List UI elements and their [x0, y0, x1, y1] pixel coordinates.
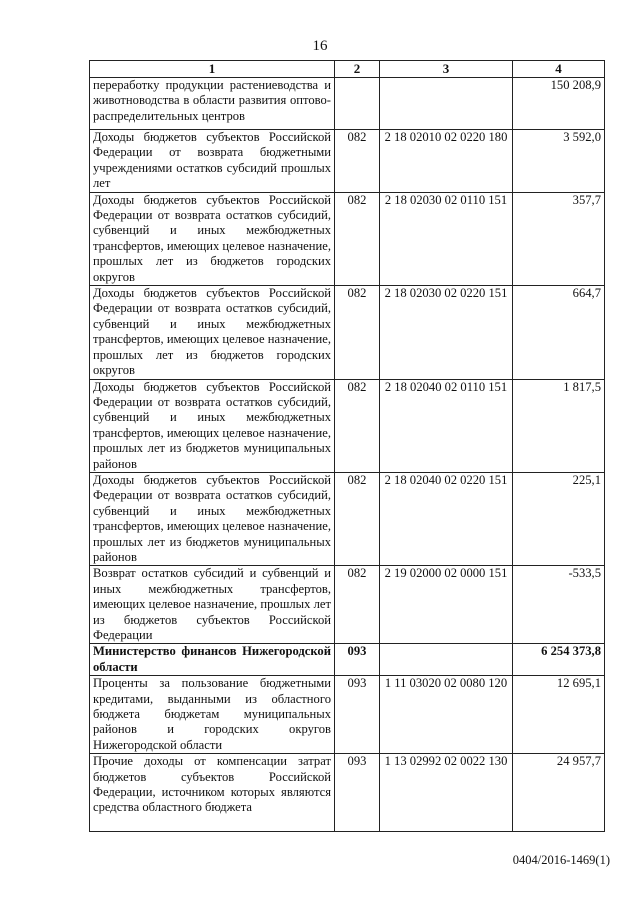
admin-code-cell: 082	[335, 286, 380, 379]
description-cell: Проценты за пользование бюджетными кредитами, выданными из областного бюджета бюджетам муниципальных районов и городских округов Нижегородской области	[90, 676, 335, 754]
amount-cell: 664,7	[513, 286, 605, 379]
admin-code-cell: 093	[335, 754, 380, 832]
admin-code-cell: 082	[335, 130, 380, 193]
admin-code-cell: 082	[335, 379, 380, 472]
description-cell: Доходы бюджетов субъектов Российской Федерации от возврата бюджетными учреждениями остатков субсидий прошлых лет	[90, 130, 335, 193]
amount-cell: 225,1	[513, 472, 605, 565]
amount-cell: 3 592,0	[513, 130, 605, 193]
document-code: 0404/2016-1469(1)	[512, 853, 610, 867]
table-row	[90, 472, 605, 565]
description-cell: переработку продукции растениеводства и животноводства в области развития оптово-распределительных центров	[90, 78, 335, 130]
amount-cell: 150 208,9	[513, 78, 605, 130]
amount-cell: 24 957,7	[513, 754, 605, 832]
description-cell: Доходы бюджетов субъектов Российской Федерации от возврата остатков субсидий, субвенций и иных межбюджетных трансфертов, имеющих целевое назначение, прошлых лет из бюджетов муниципальных районов	[90, 472, 335, 565]
table-row	[90, 644, 605, 676]
table-row	[90, 78, 605, 130]
table-row	[90, 754, 605, 832]
amount-cell: 12 695,1	[513, 676, 605, 754]
budget-code-cell: 1 11 03020 02 0080 120	[380, 676, 513, 754]
column-header-1: 1	[90, 61, 335, 78]
admin-code-cell: 082	[335, 566, 380, 644]
table-row	[90, 676, 605, 754]
budget-code-cell: 2 19 02000 02 0000 151	[380, 566, 513, 644]
table-row	[90, 566, 605, 644]
amount-cell: 357,7	[513, 192, 605, 285]
table-row	[90, 130, 605, 193]
admin-code-cell	[335, 78, 380, 130]
admin-code-cell: 093	[335, 644, 380, 676]
admin-code-cell: 082	[335, 192, 380, 285]
budget-code-cell: 2 18 02030 02 0220 151	[380, 286, 513, 379]
table-body	[90, 78, 605, 832]
admin-code-cell: 093	[335, 676, 380, 754]
description-cell: Доходы бюджетов субъектов Российской Федерации от возврата остатков субсидий, субвенций и иных межбюджетных трансфертов, имеющих целевое назначение, прошлых лет из бюджетов муниципальных районов	[90, 379, 335, 472]
description-cell: Министерство финансов Нижегородской области	[90, 644, 335, 676]
column-header-4: 4	[513, 61, 605, 78]
description-cell: Прочие доходы от компенсации затрат бюджетов субъектов Российской Федерации, источником которых являются средства областного бюджета	[90, 754, 335, 832]
budget-code-cell: 2 18 02010 02 0220 180	[380, 130, 513, 193]
budget-code-cell	[380, 78, 513, 130]
amount-cell: -533,5	[513, 566, 605, 644]
budget-code-cell	[380, 644, 513, 676]
page-number: 16	[312, 38, 328, 54]
description-cell: Возврат остатков субсидий и субвенций и иных межбюджетных трансфертов, имеющих целевое назначение, прошлых лет из бюджетов субъектов Российской Федерации	[90, 566, 335, 644]
amount-cell: 6 254 373,8	[513, 644, 605, 676]
column-header-3: 3	[380, 61, 513, 78]
description-cell: Доходы бюджетов субъектов Российской Федерации от возврата остатков субсидий, субвенций и иных межбюджетных трансфертов, имеющих целевое назначение, прошлых лет из бюджетов городских округов	[90, 192, 335, 285]
revenue-table	[89, 60, 605, 832]
description-cell: Доходы бюджетов субъектов Российской Федерации от возврата остатков субсидий, субвенций и иных межбюджетных трансфертов, имеющих целевое назначение, прошлых лет из бюджетов городских округов	[90, 286, 335, 379]
table-row	[90, 192, 605, 285]
budget-code-cell: 2 18 02040 02 0110 151	[380, 379, 513, 472]
table-row	[90, 286, 605, 379]
budget-code-cell: 1 13 02992 02 0022 130	[380, 754, 513, 832]
table-row	[90, 379, 605, 472]
admin-code-cell: 082	[335, 472, 380, 565]
budget-code-cell: 2 18 02040 02 0220 151	[380, 472, 513, 565]
column-header-2: 2	[335, 61, 380, 78]
table-header-row	[90, 61, 605, 78]
amount-cell: 1 817,5	[513, 379, 605, 472]
budget-code-cell: 2 18 02030 02 0110 151	[380, 192, 513, 285]
